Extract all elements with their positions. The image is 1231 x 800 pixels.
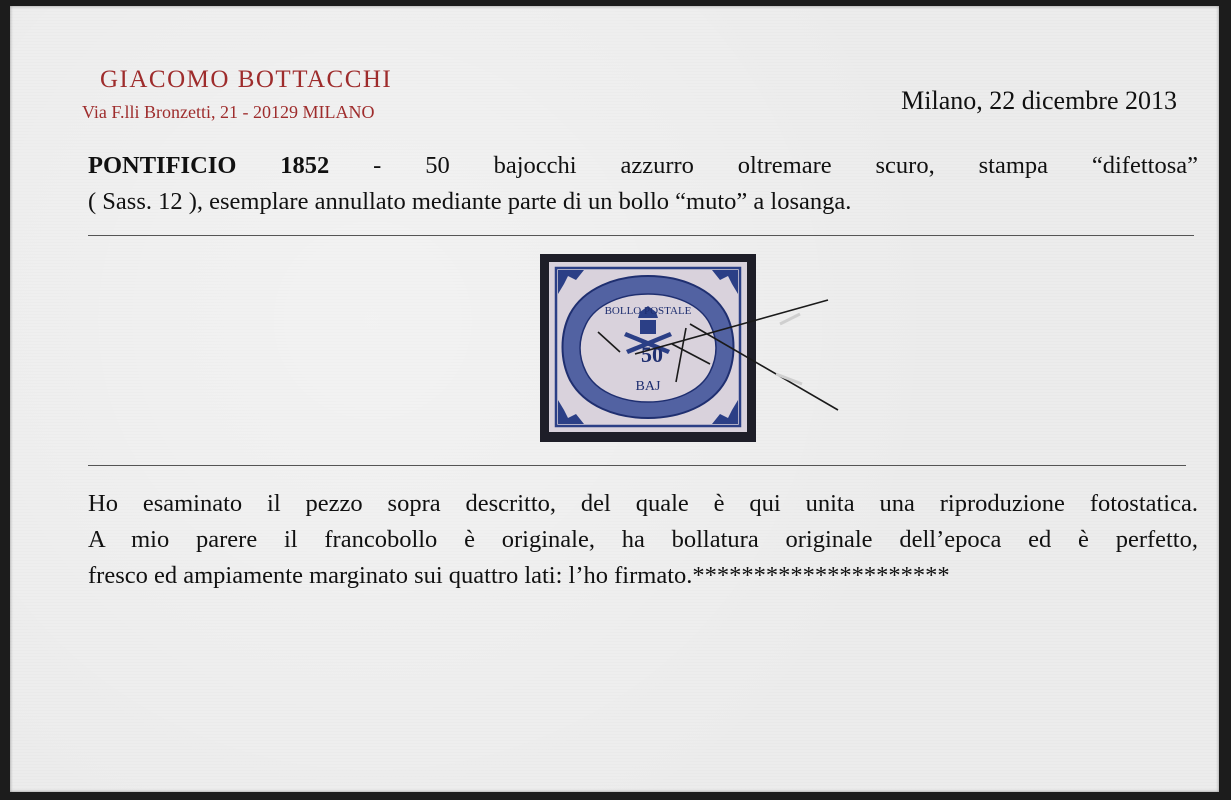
attestation-line-2: A mio parere il francobollo è originale, ha bollatura originale dell’epoca ed è perfetto,: [88, 526, 1198, 553]
firm-name: GIACOMO BOTTACCHI: [100, 66, 393, 93]
divider-top: [88, 235, 1194, 236]
description-line-2: ( Sass. 12 ), esemplare annullato mediante parte di un bollo “muto” a losanga.: [88, 188, 852, 215]
place-date: Milano, 22 dicembre 2013: [901, 86, 1177, 115]
stamp-image: [540, 254, 850, 444]
stamp-figure: [540, 254, 850, 444]
description-heading: PONTIFICIO 1852: [88, 152, 330, 179]
stamp-value: 50: [641, 342, 663, 367]
attestation-text: [88, 486, 1198, 594]
description-line-1: [88, 148, 1198, 184]
divider-bottom: [88, 465, 1186, 466]
description-line-1-text: - 50 bajocchi azzurro oltremare scuro, stampa “difettosa”: [373, 152, 1198, 179]
certificate-sheet: [10, 6, 1219, 792]
emboss-mark: [776, 314, 802, 384]
attestation-line-1: Ho esaminato il pezzo sopra descritto, del quale è qui unita una riproduzione fotostatica.: [88, 490, 1198, 517]
stamp-inscription-top: BOLLO POSTALE: [604, 305, 692, 317]
stamp-inscription-bottom: BAJ: [635, 379, 661, 394]
firm-address: Via F.lli Bronzetti, 21 - 20129 MILANO: [82, 102, 375, 122]
attestation-line-3: fresco ed ampiamente marginato sui quattro lati: l’ho firmato.*********************: [88, 562, 950, 589]
stamp-description: [88, 148, 1198, 220]
